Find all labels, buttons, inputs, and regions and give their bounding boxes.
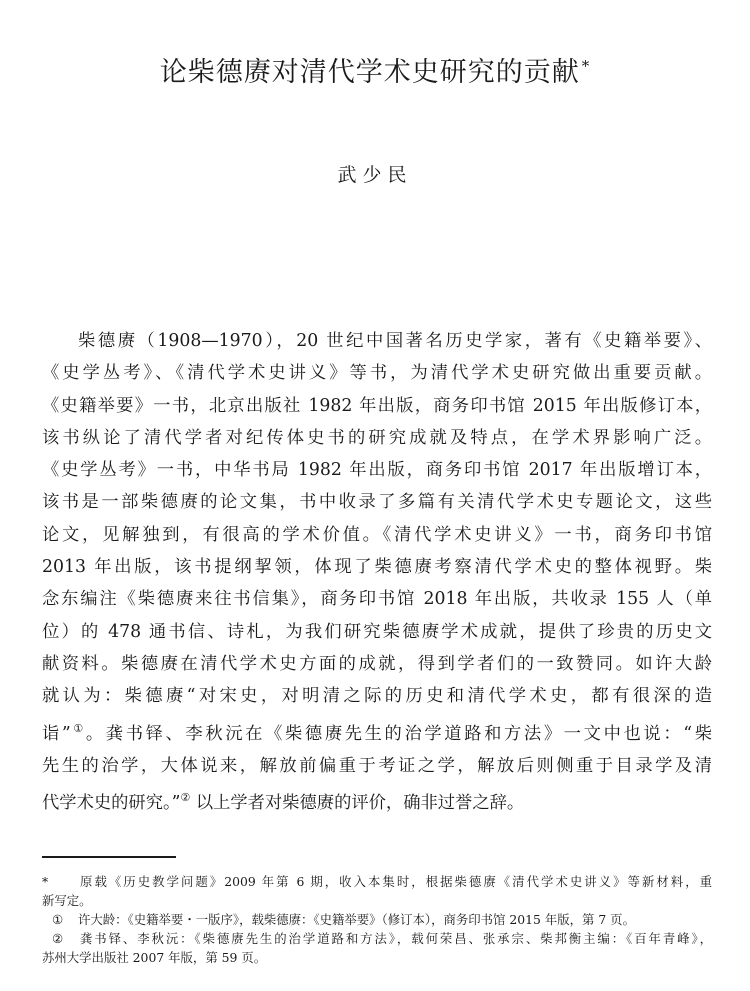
footnote-ref-2[interactable]: ② bbox=[180, 790, 191, 804]
footnote-line bbox=[42, 910, 712, 929]
paragraph bbox=[42, 325, 712, 819]
paragraph-line: 位）的 478 通书信、诗札，为我们研究柴德赓学术成就，提供了珍贵的历史文 bbox=[42, 621, 712, 642]
footnote-mark: ① bbox=[52, 912, 64, 927]
body-text bbox=[42, 325, 712, 819]
footnote-line: 新写定。 bbox=[42, 893, 92, 908]
title-text: 论柴德赓对清代学术史研究的贡献 bbox=[159, 57, 580, 88]
line-text: 代学术史的研究。” bbox=[42, 792, 181, 813]
paragraph-line: 就认为：柴德赓“对宋史，对明清之际的历史和清代学术史，都有很深的造 bbox=[42, 686, 712, 707]
footnote-star bbox=[42, 872, 712, 910]
footnote-text: 龚书铎、李秋沅：《柴德赓先生的治学道路和方法》，载何荣昌、张承宗、柴邦衡主编：《百年青峰》， bbox=[78, 931, 712, 946]
footnote-1 bbox=[42, 910, 712, 929]
paragraph-line: 《史学丛考》一书，中华书局 1982 年出版，商务印书馆 2017 年出版增订本， bbox=[42, 460, 712, 481]
paragraph-line: 《史学丛考》、《清代学术史讲义》等书，为清代学术史研究做出重要贡献。 bbox=[42, 363, 712, 384]
line-text: 诣” bbox=[42, 723, 71, 744]
paragraph-line: 柴德赓（1908—1970），20 世纪中国著名历史学家，著有《史籍举要》、 bbox=[78, 331, 712, 351]
paragraph-line: 先生的治学，大体说来，解放前偏重于考证之学，解放后则侧重于目录学及清 bbox=[42, 755, 712, 776]
footnote-text: 许大龄：《史籍举要・一版序》，载柴德赓：《史籍举要》（修订本），商务印书馆 2015 年版，第 7 页。 bbox=[78, 912, 635, 927]
footnotes bbox=[42, 872, 712, 967]
paragraph-line bbox=[42, 713, 712, 750]
paragraph-line: 论文，见解独到，有很高的学术价值。《清代学术史讲义》一书，商务印书馆 bbox=[42, 524, 712, 545]
paragraph-line: 《史籍举要》一书，北京出版社 1982 年出版，商务印书馆 2015 年出版修订本， bbox=[42, 395, 712, 416]
paragraph-line: 献资料。柴德赓在清代学术史方面的成就，得到学者们的一致赞同。如许大龄 bbox=[42, 653, 712, 674]
footnote-mark: ② bbox=[52, 931, 64, 946]
footnote-text: 原载《历史教学问题》2009 年第 6 期，收入本集时，根据柴德赓《清代学术史讲义》等新材料，重 bbox=[78, 874, 712, 889]
paragraph-line: 2013 年出版，该书提纲挈领，体现了柴德赓考察清代学术史的整体视野。柴 bbox=[42, 557, 712, 578]
paragraph-line: 念东编注《柴德赓来往书信集》，商务印书馆 2018 年出版，共收录 155 人（单 bbox=[42, 589, 712, 610]
footnote-mark: * bbox=[42, 874, 49, 889]
line-text: 以上学者对柴德赓的评价，确非过誉之辞。 bbox=[190, 792, 525, 813]
footnote-line bbox=[42, 872, 712, 891]
paragraph-line bbox=[42, 782, 712, 819]
title-note-mark: * bbox=[581, 57, 591, 75]
line-text: 。龚书铎、李秋沅在《柴德赓先生的治学道路和方法》一文中也说：“柴 bbox=[85, 723, 712, 744]
footnote-ref-1[interactable]: ① bbox=[70, 721, 86, 735]
footnote-2 bbox=[42, 929, 712, 967]
footnote-line bbox=[42, 929, 712, 948]
paragraph-line: 该书纵论了清代学者对纪传体史书的研究成就及特点，在学术界影响广泛。 bbox=[42, 427, 712, 448]
article-title bbox=[0, 44, 750, 95]
footnote-divider bbox=[42, 856, 176, 858]
footnote-line: 苏州大学出版社 2007 年版，第 59 页。 bbox=[42, 950, 267, 965]
author-name: 武少民 bbox=[337, 164, 413, 186]
paragraph-line: 该书是一部柴德赓的论文集，书中收录了多篇有关清代学术史专题论文，这些 bbox=[42, 492, 712, 513]
